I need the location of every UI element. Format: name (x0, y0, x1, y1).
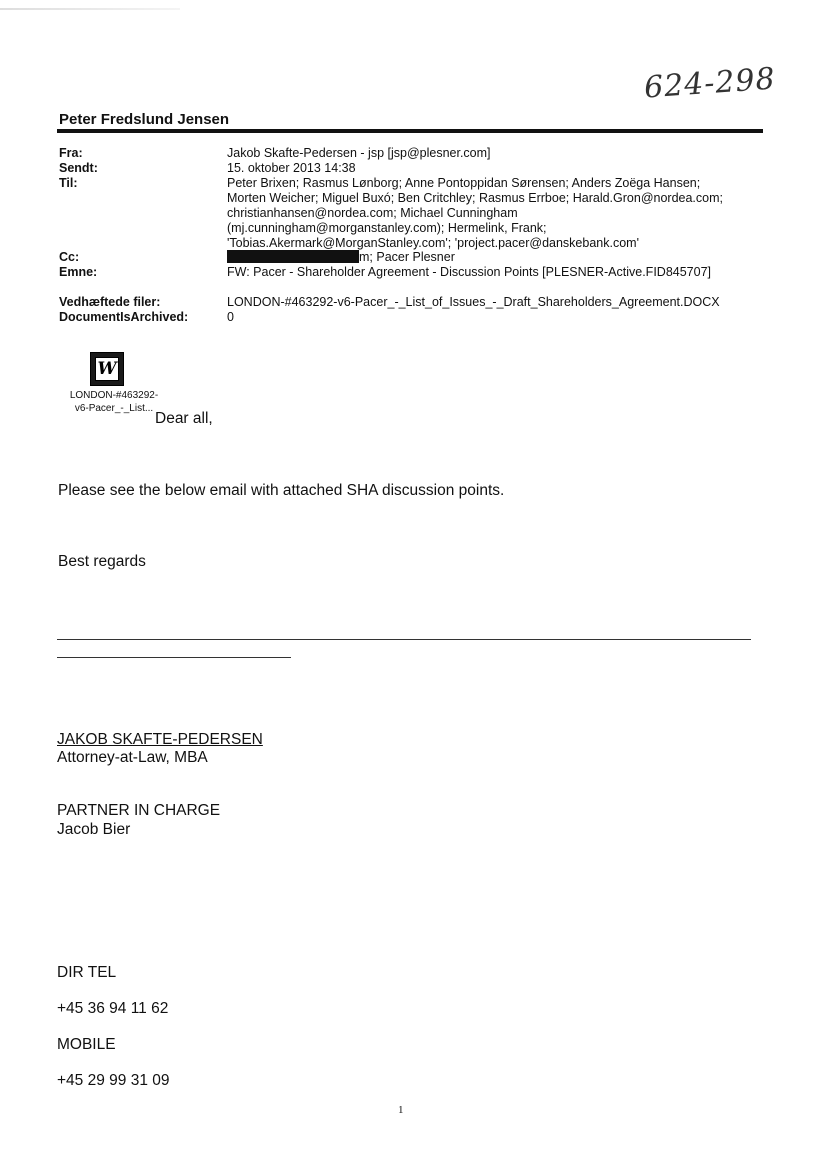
cc-value (227, 250, 762, 265)
scan-artifact (0, 8, 180, 10)
partner-name: Jacob Bier (57, 821, 131, 838)
sent-label: Sendt: (59, 161, 98, 175)
attachment-caption[interactable] (59, 389, 169, 415)
subject-value: FW: Pacer - Shareholder Agreement - Discussion Points [PLESNER-Active.FID845707] (227, 265, 712, 279)
signature-title: Attorney-at-Law, MBA (57, 749, 208, 766)
subject-label: Emne: (59, 265, 98, 279)
from-label: Fra: (59, 146, 83, 160)
redaction-bar (227, 250, 359, 263)
handwritten-page-mark: 624-298 (642, 61, 777, 106)
sent-value: 15. oktober 2013 14:38 (227, 161, 356, 175)
cc-text: m; Pacer Plesner (359, 250, 455, 264)
cc-label: Cc: (59, 250, 80, 264)
separator-line-short (57, 657, 291, 658)
greeting: Dear all, (155, 410, 213, 427)
mobile-label: MOBILE (57, 1036, 116, 1053)
signature-name: JAKOB SKAFTE-PEDERSEN (57, 731, 263, 748)
to-value (227, 176, 762, 251)
separator-line (57, 639, 751, 640)
to-line: 'Tobias.Akermark@MorganStanley.com'; 'project.pacer@danskebank.com' (227, 236, 639, 250)
mobile-value: +45 29 99 31 09 (57, 1072, 170, 1089)
archived-value: 0 (227, 310, 234, 324)
to-label: Til: (59, 176, 78, 190)
dir-tel-label: DIR TEL (57, 964, 117, 981)
to-line: Morten Weicher; Miguel Buxó; Ben Critchley; Rasmus Errboe; Harald.Gron@nordea.com; (227, 191, 723, 205)
attachment-caption-line: v6-Pacer_-_List... (74, 403, 154, 414)
to-line: Peter Brixen; Rasmus Lønborg; Anne Pontoppidan Sørensen; Anders Zoëga Hansen; (227, 176, 701, 190)
page-number: 1 (398, 1104, 404, 1116)
archived-label: DocumentIsArchived: (59, 310, 189, 324)
to-line: (mj.cunningham@morganstanley.com); Hermelink, Frank; (227, 221, 547, 235)
attachments-value: LONDON-#463292-v6-Pacer_-_List_of_Issues_-_Draft_Shareholders_Agreement.DOCX (227, 295, 720, 309)
to-line: christianhansen@nordea.com; Michael Cunningham (227, 206, 518, 220)
body-paragraph: Please see the below email with attached SHA discussion points. (58, 482, 505, 499)
closing: Best regards (58, 553, 146, 570)
sender-name: Peter Fredslund Jensen (59, 111, 230, 128)
word-document-icon[interactable]: W (90, 352, 124, 386)
partner-label: PARTNER IN CHARGE (57, 802, 221, 819)
attachments-label: Vedhæftede filer: (59, 295, 161, 309)
dir-tel-value: +45 36 94 11 62 (57, 1000, 169, 1017)
from-value: Jakob Skafte-Pedersen - jsp [jsp@plesner.com] (227, 146, 491, 160)
header-divider (57, 129, 763, 133)
attachment-caption-line: LONDON-#463292- (69, 390, 159, 401)
